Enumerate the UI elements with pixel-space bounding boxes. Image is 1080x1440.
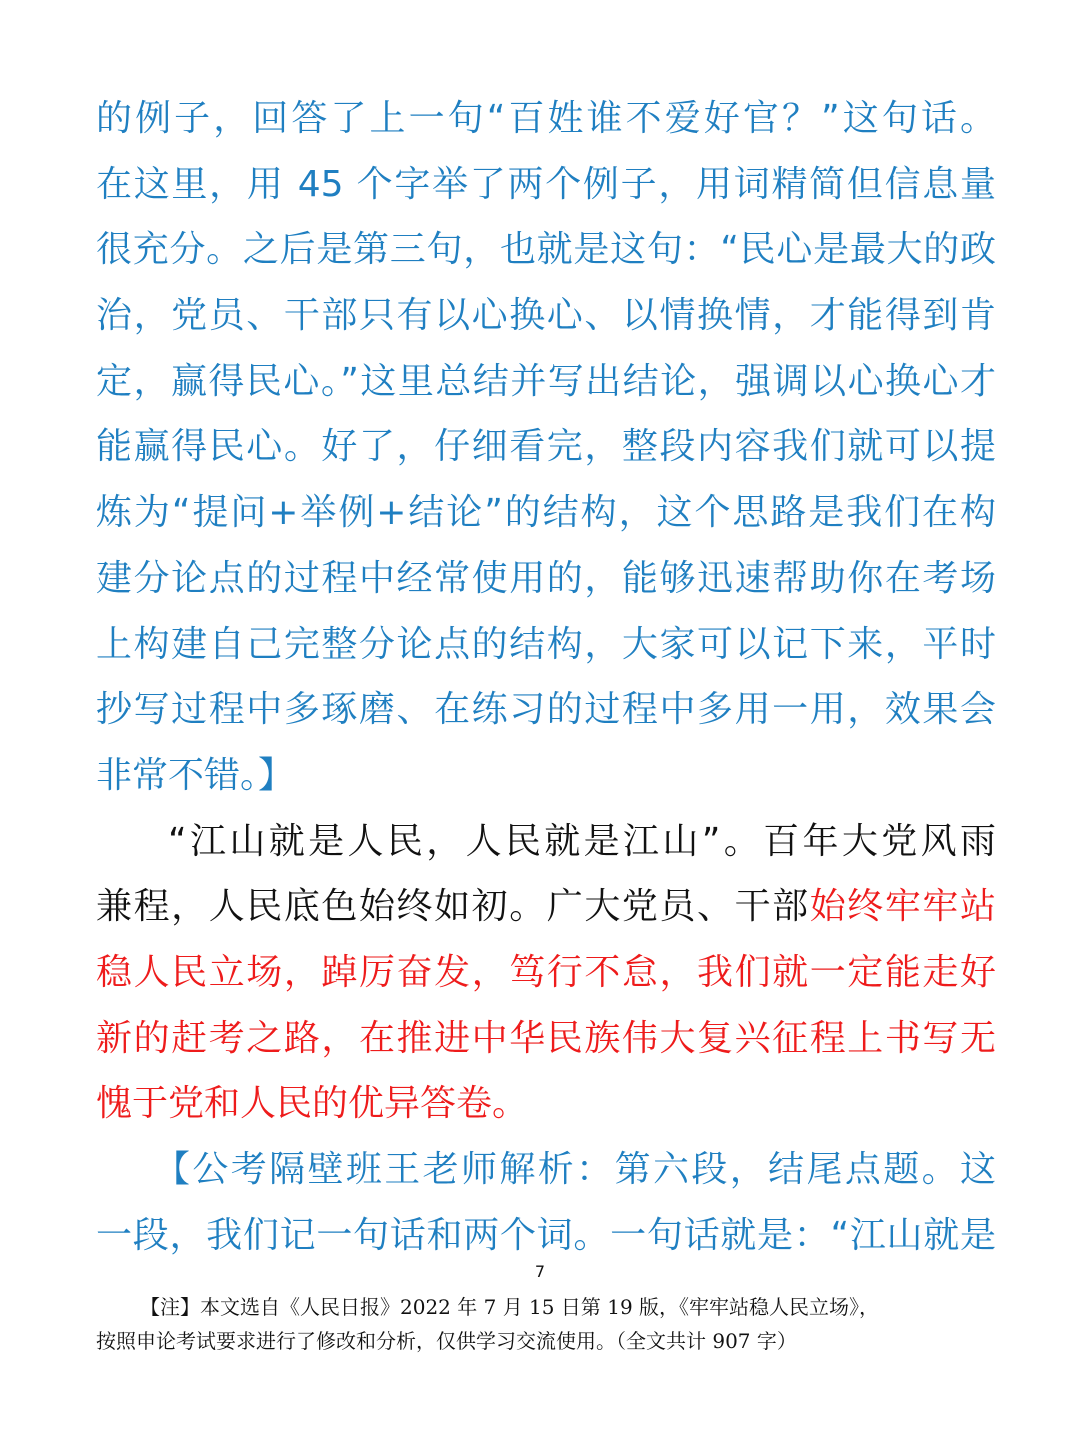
analysis-line: 一段，我们记一句话和两个词。一句话就是：“江山就是 <box>96 1214 996 1256</box>
article-body <box>96 86 996 1268</box>
analysis-line: 很充分。之后是第三句，也就是这句：“民心是最大的政 <box>96 229 996 271</box>
analysis-line: 的例子，回答了上一句“百姓谁不爱好官？”这句话。 <box>96 98 996 139</box>
paragraph-line <box>96 874 996 940</box>
highlighted-text: 始终牢牢站 <box>809 886 996 928</box>
paragraph-line: “江山就是人民，人民就是江山”。百年大党风雨 <box>168 820 996 862</box>
highlighted-line: 稳人民立场，踔厉奋发，笃行不怠，我们就一定能走好 <box>96 951 996 993</box>
highlighted-line: 新的赶考之路，在推进中华民族伟大复兴征程上书写无 <box>96 1017 996 1059</box>
analysis-line: 上构建自己完整分论点的结构，大家可以记下来，平时 <box>96 623 996 665</box>
footnote-line: 按照申论考试要求进行了修改和分析，仅供学习交流使用。（全文共计 907 字） <box>96 1329 797 1353</box>
highlighted-line: 愧于党和人民的优异答卷。 <box>96 1083 529 1125</box>
footnote <box>96 1290 996 1358</box>
page-number: 7 <box>534 1262 546 1281</box>
analysis-line: 炼为“提问+举例+结论”的结构，这个思路是我们在构 <box>96 492 996 534</box>
analysis-line: 能赢得民心。好了，仔细看完，整段内容我们就可以提 <box>96 426 996 468</box>
analysis-line: 定，赢得民心。”这里总结并写出结论，强调以心换心才 <box>96 360 996 402</box>
analysis-line: 【公考隔壁班王老师解析：第六段，结尾点题。这 <box>154 1149 996 1190</box>
analysis-line: 治，党员、干部只有以心换心、以情换情，才能得到肯 <box>96 295 996 337</box>
analysis-line: 建分论点的过程中经常使用的，能够迅速帮助你在考场 <box>96 557 996 599</box>
analysis-line: 非常不错。】 <box>96 754 295 796</box>
analysis-line: 在这里，用 45 个字举了两个例子，用词精简但信息量 <box>96 163 996 205</box>
analysis-line: 抄写过程中多琢磨、在练习的过程中多用一用，效果会 <box>96 689 996 731</box>
paragraph-text: 兼程，人民底色始终如初。广大党员、干部 <box>96 886 810 928</box>
footnote-line: 【注】本文选自《人民日报》2022 年 7 月 15 日第 19 版，《牢牢站稳人民立场》， <box>140 1295 880 1319</box>
